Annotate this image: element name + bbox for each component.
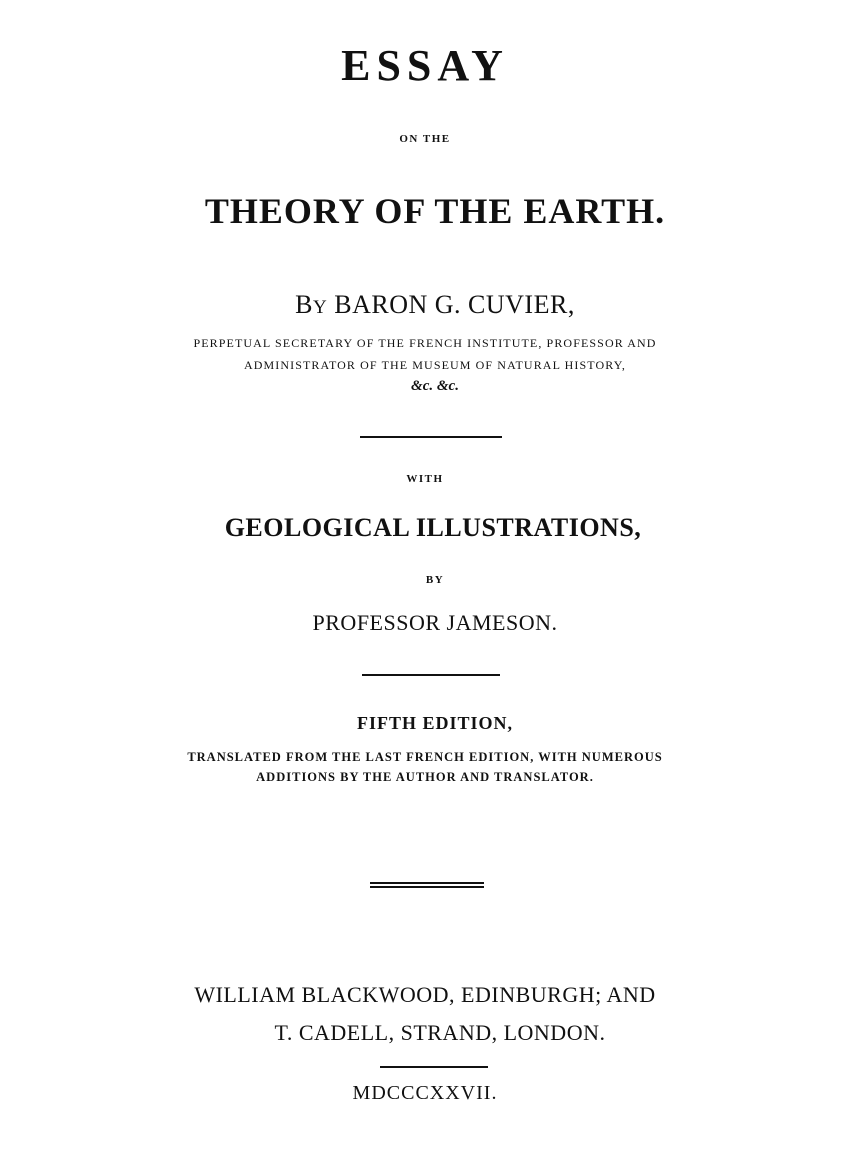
author-line: [0, 290, 850, 320]
etcetera: &c. &c.: [411, 378, 459, 394]
divider-rule-1: [360, 436, 502, 438]
divider-rule-2: [362, 674, 500, 676]
author-name: BARON G. CUVIER,: [334, 290, 575, 319]
author-title-line-1: PERPETUAL SECRETARY OF THE FRENCH INSTITUTE, PROFESSOR AND: [193, 336, 657, 350]
publication-year: MDCCCXXVII.: [352, 1082, 498, 1104]
with-label: WITH: [406, 473, 444, 485]
book-title: ESSAY: [341, 41, 509, 90]
on-the-label: ON THE: [399, 133, 451, 145]
double-divider-rule: [370, 882, 484, 888]
translation-note-line-2: ADDITIONS BY THE AUTHOR AND TRANSLATOR.: [256, 770, 594, 784]
publisher-line-1: WILLIAM BLACKWOOD, EDINBURGH; AND: [194, 982, 656, 1007]
by-label: BY: [425, 574, 445, 586]
edition-label: FIFTH EDITION,: [356, 713, 514, 733]
by-initial: B: [295, 290, 314, 319]
publisher-line-2: T. CADELL, STRAND, LONDON.: [274, 1020, 606, 1045]
translation-note-line-1: TRANSLATED FROM THE LAST FRENCH EDITION, WITH NUMEROUS: [187, 750, 663, 764]
author-title-line-2: ADMINISTRATOR OF THE MUSEUM OF NATURAL HISTORY,: [243, 358, 627, 372]
book-subtitle: THEORY OF THE EARTH.: [204, 191, 666, 231]
divider-rule-3: [380, 1066, 488, 1068]
by-small-caps: Y: [313, 297, 328, 318]
illustrator-name: PROFESSOR JAMESON.: [312, 610, 558, 635]
illustrations-heading: GEOLOGICAL ILLUSTRATIONS,: [224, 513, 642, 542]
